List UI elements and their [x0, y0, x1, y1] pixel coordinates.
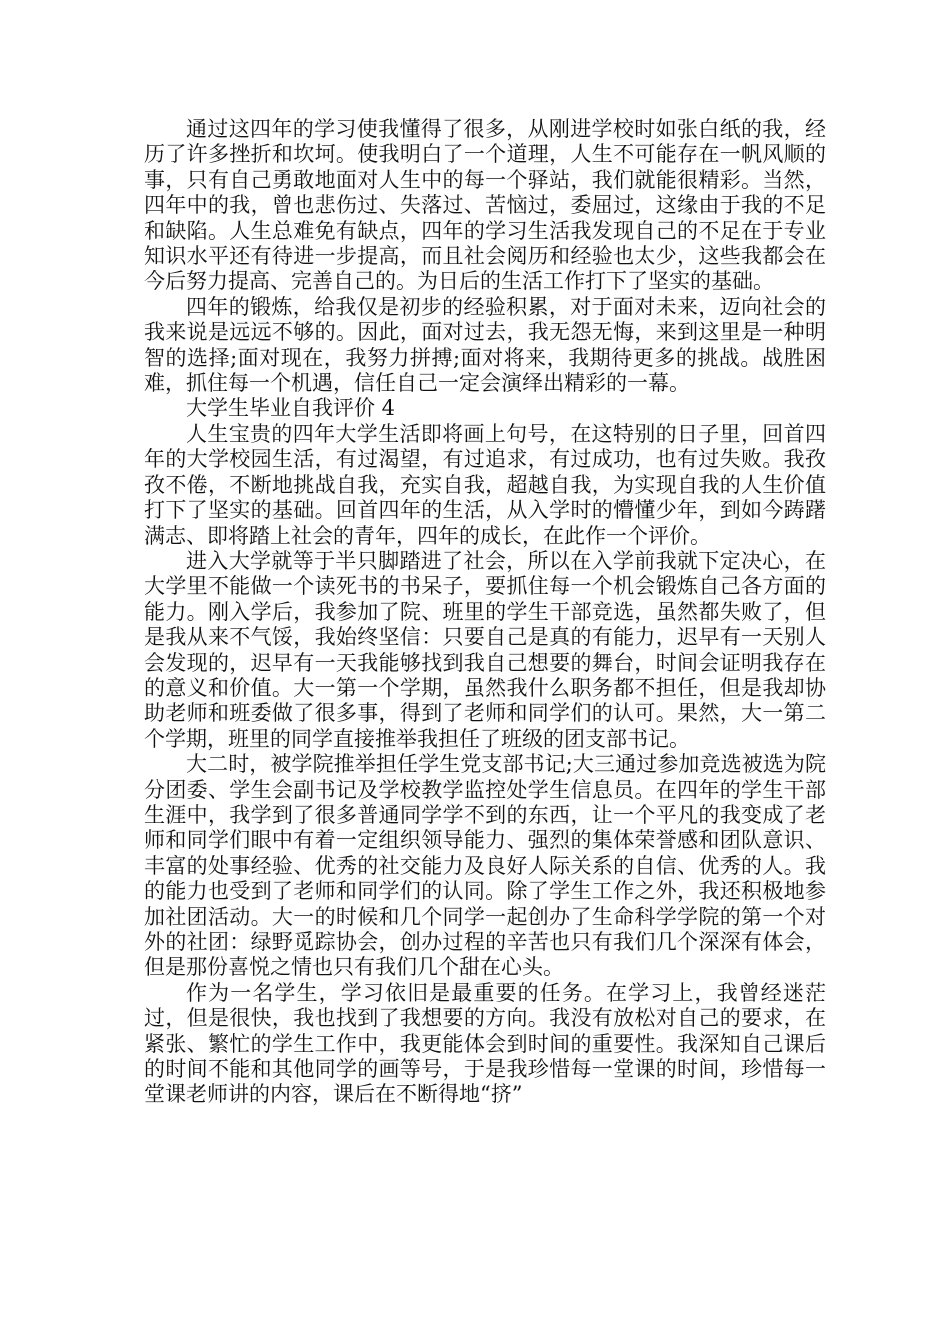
paragraph-four-years: 人生宝贵的四年大学生活即将画上句号，在这特别的日子里，回首四年的大学校园生活，有过渴望，有过追求，有过成功，也有过失败。我孜孜不倦，不断地挑战自我，充实自我，超越自我，为实现自我的人生价值打下了坚实的基础。回首四年的生活，从入学时的懵懂少年，到如今踌躇满志、即将踏上社会的青年，四年的成长，在此作一个评价。: [144, 421, 826, 548]
paragraph-sophomore: 大二时，被学院推举担任学生党支部书记;大三通过参加竞选被选为院分团委、学生会副书记及学校教学监控处学生信息员。在四年的学生干部生涯中，我学到了很多普通同学学不到的东西，让一个平凡的我变成了老师和同学们眼中有着一定组织领导能力、强烈的集体荣誉感和团队意识、丰富的处事经验、优秀的社交能力及良好人际关系的自信、优秀的人。我的能力也受到了老师和同学们的认同。除了学生工作之外，我还积极地参加社团活动。大一的时候和几个同学一起创办了生命科学学院的第一个对外的社团：绿野觅踪协会，创办过程的辛苦也只有我们几个深深有体会，但是那份喜悦之情也只有我们几个甜在心头。: [144, 752, 826, 980]
paragraph-training: 四年的锻炼，给我仅是初步的经验积累，对于面对未来，迈向社会的我来说是远远不够的。因此，面对过去，我无怨无悔，来到这里是一种明智的选择;面对现在，我努力拼搏;面对将来，我期待更多的挑战。战胜困难，抓住每一个机遇，信任自己一定会演绎出精彩的一幕。: [144, 294, 826, 396]
document-body: [144, 117, 826, 1108]
section-heading: 大学生毕业自我评价 4: [186, 396, 396, 421]
paragraph-study: 作为一名学生，学习依旧是最重要的任务。在学习上，我曾经迷茫过，但是很快，我也找到了我想要的方向。我没有放松对自己的要求，在紧张、繁忙的学生工作中，我更能体会到时间的重要性。我深知自己课后的时间不能和其他同学的画等号，于是我珍惜每一堂课的时间，珍惜每一堂课老师讲的内容，课后在不断得地“挤”: [144, 980, 826, 1107]
paragraph-growth: 通过这四年的学习使我懂得了很多，从刚进学校时如张白纸的我，经历了许多挫折和坎坷。使我明白了一个道理，人生不可能存在一帆风顺的事，只有自己勇敢地面对人生中的每一个驿站，我们就能很精彩。当然，四年中的我，曾也悲伤过、失落过、苦恼过，委屈过，这缘由于我的不足和缺陷。人生总难免有缺点，四年的学习生活我发现自己的不足在于专业知识水平还有待进一步提高，而且社会阅历和经验也太少，这些我都会在今后努力提高、完善自己的。为日后的生活工作打下了坚实的基础。: [144, 117, 826, 294]
paragraph-entering-university: 进入大学就等于半只脚踏进了社会，所以在入学前我就下定决心，在大学里不能做一个读死书的书呆子，要抓住每一个机会锻炼自己各方面的能力。刚入学后，我参加了院、班里的学生干部竞选，虽然都失败了，但是我从来不气馁，我始终坚信：只要自己是真的有能力，迟早有一天别人会发现的，迟早有一天我能够找到我自己想要的舞台，时间会证明我存在的意义和价值。大一第一个学期，虽然我什么职务都不担任，但是我却协助老师和班委做了很多事，得到了老师和同学们的认可。果然，大一第二个学期，班里的同学直接推举我担任了班级的团支部书记。: [144, 548, 826, 751]
